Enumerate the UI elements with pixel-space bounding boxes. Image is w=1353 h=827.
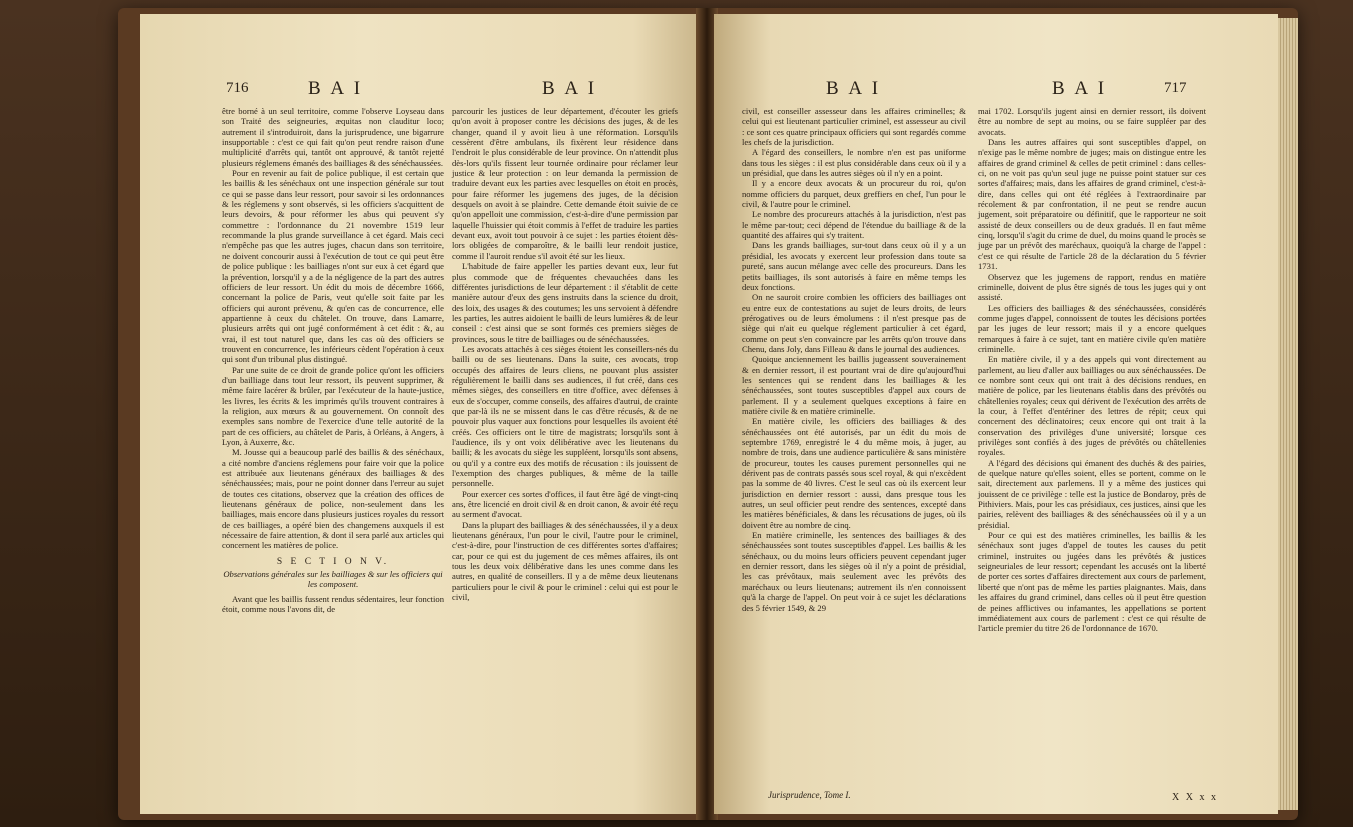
left-column-2 xyxy=(452,106,678,603)
right-column-1 xyxy=(742,106,966,613)
running-header-left-col2: B A I xyxy=(542,78,598,99)
paragraph: Pour en revenir au fait de police publique, il est certain que les baillis & les sénéchaux ont une inspection générale sur tout ce qui se passe dans leur ressort, pour savoir si les ordonnances & les réglemens y sont observés, si les officiers s'acquittent de leurs devoirs, & pour réformer les abus qui peuvent s'y commettre : l'ordonnance du 21 novembre 1519 leur recommande la plus grande surveillance à cet égard. Mais ceci n'empêche pas que les autres juges, chacun dans son territoire, ne doivent concourir aussi à l'exécution de tout ce qui peut être de police publique : les bailliages n'ont sur eux à cet égard que la prévention, lorsqu'il y a de la négligence de la part des autres officiers de leur ressort. Un édit du mois de décembre 1666, concernant la police de Paris, veut qu'elle soit faite par les officiers qui auront prévenu, & qu'en cas de concurrence, elle appartienne à ceux du châtelet. On trouve, dans Lamarre, plusieurs arrêts qui ont jugé conformément à cet édit : &, au vrai, il est tout naturel que, dans les cas où des officiers se trouvent en concurrence, les inférieurs cèdent l'opération à ceux qui sont d'un tribunal plus distingué. xyxy=(222,168,444,365)
paragraph: Dans les grands bailliages, sur-tout dans ceux où il y a un présidial, les avocats y exercent leur profession dans toute sa pureté, sans aucun mélange avec celle des procureurs. Dans les petits bailliages, ils sont autorisés à faire en même temps les deux fonctions. xyxy=(742,240,966,292)
paragraph: Observez que les jugemens de rapport, rendus en matière criminelle, doivent de plus être signés de tous les juges qui y ont assisté. xyxy=(978,271,1206,303)
paragraph: civil, est conseiller assesseur dans les affaires criminelles; & celui qui est lieutenant particulier criminel, est assesseur au civil : ce sont ces quatre principaux officiers qui sont regardés comme les chefs de la jurisdiction. xyxy=(742,106,966,148)
paragraph: Pour exercer ces sortes d'offices, il faut être âgé de vingt-cinq ans, être licencié en droit civil & en droit canon, & avoir été reçu au serment d'avocat. xyxy=(452,488,678,520)
right-page xyxy=(714,14,1278,814)
paragraph: Il y a encore deux avocats & un procureur du roi, qu'on nomme officiers du parquet, deux greffiers en chef, l'un pour le civil, & l'autre pour le criminel. xyxy=(742,178,966,210)
running-header-right-col2: B A I xyxy=(1052,78,1108,99)
paragraph: En matière civile, il y a des appels qui vont directement au parlement, au lieu d'aller aux bailliages ou aux sénéchaussées. De ce nombre sont ceux qui ont trait à des décisions rendues, en matière de police, par les lieutenans établis dans des prévôtés ou châtellenies royales; ceux qui dérivent de l'exécution des arrêts de la cour, à l'effet d'entériner des lettres de répit; ceux qui concernent des déclinatoires; ceux encore qui ont trait à la conservation des privilèges d'une université; lorsque ces privilèges sont confiés à des juges de prévôtés ou châtellenies royales. xyxy=(978,354,1206,458)
paragraph: Les officiers des bailliages & des sénéchaussées, considérés comme juges d'appel, connoissent de toutes les décisions portées par les juges de leur ressort; mais il y a encore quelques remarques à faire à ce sujet, tant en matière civile qu'en matière criminelle. xyxy=(978,302,1206,354)
paragraph: A l'égard des conseillers, le nombre n'en est pas uniforme dans tous les sièges : il est plus considérable dans ceux où il y a un présidial, que dans les autres sièges où il n'y en a point. xyxy=(742,147,966,179)
page-number-right: 717 xyxy=(1164,80,1187,96)
paragraph: L'habitude de faire appeller les parties devant eux, leur fut plus commode que de fréquentes chevauchées dans les différentes jurisdictions de leur département : il s'établit de cette manière autour d'eux des gens instruits dans la science du droit, des loix, des usages & des coutumes; les uns servoient à défendre les parties, les autres aidoient le bailli de leurs lumières & de leur conseil : c'est ainsi que se sont formés ces premiers sièges de provinces, sous le titre de bailliages ou de sénéchaussées. xyxy=(452,261,678,344)
signature-mark: X X x x xyxy=(1172,792,1218,803)
paragraph: M. Jousse qui a beaucoup parlé des baillis & des sénéchaux, a cité nombre d'anciens réglemens pour faire voir que la police est attribuée aux lieutenans généraux des bailliages & des sénéchaussées; mais, pour ne point donner dans l'erreur au sujet de toutes ces citations, observez que la création des offices de lieutenans généraux de police, non-seulement dans les bailliages, mais encore dans plusieurs justices royales du ressort de ces bailliages, a opéré bien des changemens auxquels il est nécessaire de faire attention, & dont il sera parlé aux articles qui concernent les matières de police. xyxy=(222,447,444,551)
paragraph: En matière civile, les officiers des bailliages & des sénéchaussées ont été autorisés, par un édit du mois de septembre 1769, enregistré le 4 du même mois, à juger, au nombre de trois, dans une audience particulière & sans ministère de procureur, toutes les causes purement personnelles qui ne dérivent pas de contrats passés sous scel royal, & qui n'excèdent pas la somme de 40 livres. C'est le seul cas où ils exercent leur jurisdiction en dernier ressort : aussi, dans presque tous les autres, un seul officier peut rendre des sentences, excepté dans les matières bénéficiales, & dans les récusations de juges, où ils doivent être au nombre de cinq. xyxy=(742,416,966,530)
left-column-1 xyxy=(222,106,444,615)
paragraph: Avant que les baillis fussent rendus sédentaires, leur fonction étoit, comme nous l'avons dit, de xyxy=(222,593,444,615)
running-header-left-col1: B A I xyxy=(308,78,364,99)
page-edges xyxy=(1278,18,1298,810)
paragraph: En matière criminelle, les sentences des bailliages & des sénéchaussées sont toutes susceptibles d'appel. Les baillis & les sénéchaux, ou du moins leurs officiers peuvent cependant juger en dernier ressort, dans les sièges où il n'y a point de présidial, les cas prévôtaux, mais seulement avec les prévôts des maréchaux ou leurs lieutenans; autrement ils n'en connoissent qu'à la charge de l'appel. On peut voir à ce sujet les déclarations des 5 février 1549, & 29 xyxy=(742,530,966,613)
paragraph: On ne sauroit croire combien les officiers des bailliages ont eu entre eux de contestations au sujet de leurs droits, de leurs prérogatives ou de leurs émolumens : il n'est presque pas de siège qui n'ait eu quelque réglement particulier à cet égard, comme on peut s'en convaincre par les arrêts qu'on trouve dans Chenu, dans Joly, dans Filleau & dans le journal des audiences. xyxy=(742,292,966,354)
right-column-2 xyxy=(978,106,1206,634)
paragraph: A l'égard des décisions qui émanent des duchés & des pairies, de quelque nature qu'elles soient, elles se portent, comme on le sait, directement aux parlemens. Il y a même des justices qui jouissent de ce privilège : telle est la justice de Bondaroy, près de Pithiviers. Mais, pour les cas présidiaux, ces justices, ainsi que les pairies, relèvent des bailliages & des sénéchaussées où il y a un présidial. xyxy=(978,457,1206,530)
open-book xyxy=(118,8,1298,820)
left-page xyxy=(140,14,700,814)
paragraph: parcourir les justices de leur département, d'écouter les griefs qu'on avoit à proposer contre les décisions des juges, & de les changer, quand il y avoit lieu à une réformation. Lorsqu'ils cessèrent d'être ambulans, ils fixèrent leur résidence dans l'endroit le plus considérable de leur province. On n'attendit plus dès-lors qu'ils fissent leur tournée ordinaire pour réclamer leur justice & leur protection : on leur demanda la permission de traduire devant eux les parties avec lesquelles on étoit en procès, pour faire réformer les jugemens des juges, de la décision desquels on avoit à se plaindre. Cette demande étoit suivie de ce qu'on appelloit une commission, c'est-à-dire d'une permission par laquelle l'huissier qui étoit commis à l'effet de traduire les parties devant eux, avoit tout pouvoir à ce sujet : les parties étoient dès-lors obligées de comparoître, & le bailli leur rendoit justice, comme il l'auroit rendue s'il avoit été sur les lieux. xyxy=(452,106,678,261)
paragraph: Dans la plupart des bailliages & des sénéchaussées, il y a deux lieutenans généraux, l'un pour le civil, l'autre pour le criminel, c'est-à-dire, pour l'instruction de ces différentes sortes d'affaires; car, pour ce qui est du jugement de ces mêmes affaires, ils ont tous les deux voix délibérative dans les unes comme dans les autres, en qualité de conseillers. Il y a de même deux lieutenans particuliers pour le civil & pour le criminel : celui qui est pour le civil, xyxy=(452,519,678,603)
paragraph: mai 1702. Lorsqu'ils jugent ainsi en dernier ressort, ils doivent être au nombre de sept au moins, ou se faire suppléer par des avocats. xyxy=(978,106,1206,137)
section-subtitle: Observations générales sur les bailliages & sur les officiers qui les composent. xyxy=(223,569,443,590)
paragraph: Pour ce qui est des matières criminelles, les baillis & les sénéchaux sont juges d'appel de toutes les causes du petit criminel, instruites ou jugées dans les prévôtés & justices seigneuriales de leur ressort; cependant les accusés ont la liberté de porter ces sortes d'affaires directement aux cours de parlement, liberté que n'ont pas de même les parties plaignantes. Mais, dans les affaires du grand criminel, dans celles où il peut être question de peines afflictives ou infamantes, les appellations se portent immédiatement aux cours de parlement : c'est ce qui résulte de l'article premier du titre 26 de l'ordonnance de 1670. xyxy=(978,530,1206,634)
paragraph: Le nombre des procureurs attachés à la jurisdiction, n'est pas le même par-tout; ceci dépend de l'étendue du bailliage & de la quantité des affaires qui s'y traitent. xyxy=(742,209,966,241)
paragraph: Quoique anciennement les baillis jugeassent souverainement & en dernier ressort, il est pourtant vrai de dire qu'aujourd'hui les sentences qui se rendent dans les bailliages & les sénéchaussées, sont toutes susceptibles d'appel aux cours de parlement. Il y a seulement quelques exceptions à faire en matière civile & en matière criminelle. xyxy=(742,354,966,416)
paragraph: Par une suite de ce droit de grande police qu'ont les officiers d'un bailliage dans tout leur ressort, ils peuvent supprimer, & même faire lacérer & brûler, par l'exécuteur de la haute-justice, les livres, les écrits & les imprimés qu'ils trouvent contraires à la religion, aux mœurs & au gouvernement. On connoît des exemples sans nombre de l'exercice d'une telle autorité de la part de ces officiers, au châtelet de Paris, à Orléans, à Angers, à Lyon, à Auxerre, &c. xyxy=(222,364,444,447)
paragraph: Les avocats attachés à ces sièges étoient les conseillers-nés du bailli ou de ses lieutenans. Dans la suite, ces avocats, trop occupés des affaires de leurs cliens, ne pouvant plus assister régulièrement le bailli dans ses audiences, il fut créé, dans ces mêmes sièges, des conseillers en titre d'office, avec défenses à eux de s'occuper, comme conseils, des affaires d'autrui, de crainte que par-là ils ne se missent dans le cas d'être récusés, & de ne pouvoir plus vaquer aux fonctions pour lesquelles ils avoient été créés. Ces officiers ont le titre de magistrats; lorsqu'ils sont à l'audience, ils y ont voix délibérative avec les lieutenans du bailli; & les avocats du siège les suppléent, lorsqu'ils sont absens, ou qu'il y a contre eux des motifs de récusation : ils jouissent de l'exemption des charges publiques, & même de la taille personnelle. xyxy=(452,343,678,489)
running-header-right-col1: B A I xyxy=(826,78,882,99)
section-title: S E C T I O N V. xyxy=(276,556,390,567)
volume-footer: Jurisprudence, Tome I. xyxy=(768,790,851,800)
paragraph: Dans les autres affaires qui sont susceptibles d'appel, on n'exige pas le même nombre de juges; mais on distingue entre les affaires de grand criminel & celles de petit criminel : dans celles-ci, on ne voit pas qu'un seul juge ne puisse point statuer sur ces sortes d'affaires; mais, dans les affaires de grand criminel, c'est-à-dire, dans celles qui ont été réglées à l'extraordinaire par récolement & par confrontation, il ne peut se rendre aucun jugement, soit préparatoire ou définitif, que le rapporteur ne soit assisté de deux conseillers ou de deux gradués. Il en faut même cinq, lorsqu'il s'agit du crime de duel, du moins quand le procès se juge par un prévôt des maréchaux, quoiqu'à la charge de l'appel : c'est ce qui résulte de l'article 28 de la déclaration du 5 février 1731. xyxy=(978,137,1206,272)
paragraph: être borné à un seul territoire, comme l'observe Loyseau dans son Traité des seigneuries, æquitas non clauditur loco; autrement il s'introduiroit, dans la jurisprudence, une bigarrure insupportable : c'est ce qui fait qu'on peut rendre raison d'une multiplicité d'arrêts qui, tantôt ont approuvé, & tantôt rejetté plusieurs réglemens émanés des bailliages & des sénéchaussées. xyxy=(222,106,444,168)
page-number-left: 716 xyxy=(226,80,249,96)
